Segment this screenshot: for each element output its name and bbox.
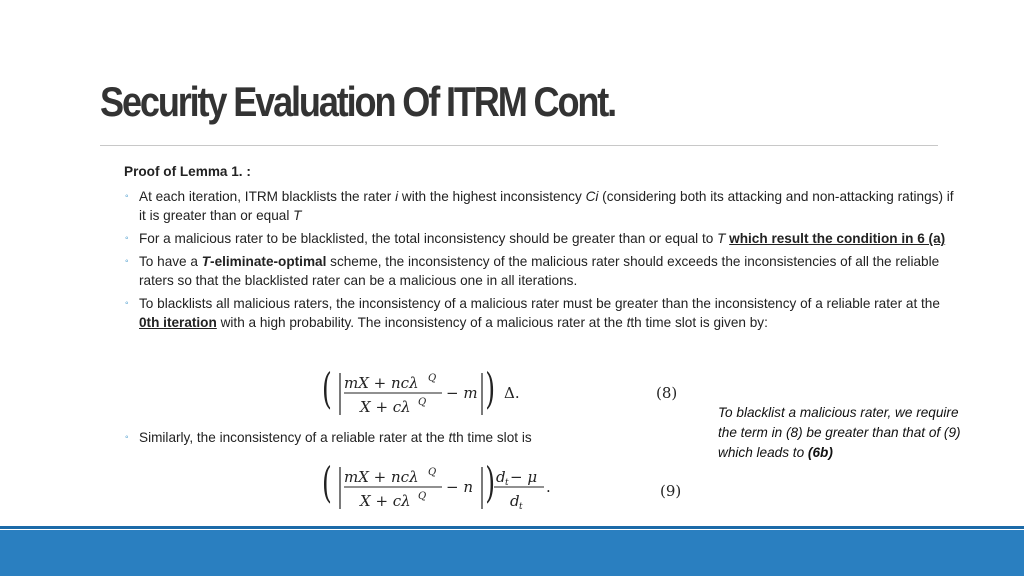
svg-text:Q: Q	[418, 397, 427, 408]
eq8-numerator: mX + ncλ	[344, 374, 419, 392]
bullet-item: ◦ Similarly, the inconsistency of a reliable rater at the tth time slot is	[125, 430, 532, 445]
eq8-number: (8)	[656, 384, 678, 402]
eq9-number: (9)	[660, 482, 682, 500]
eq9-denominator: X + cλ	[360, 492, 411, 510]
svg-text:t: t	[519, 502, 523, 512]
equation-8	[322, 366, 702, 427]
bullet-marker-icon: ◦	[125, 191, 129, 202]
svg-text:(: (	[322, 460, 332, 508]
svg-text:Δ.: Δ.	[504, 384, 520, 402]
slide-body	[124, 162, 956, 336]
svg-text:): )	[485, 366, 496, 414]
svg-text:− m: − m	[446, 384, 478, 402]
eq9-numerator: mX + ncλ	[344, 468, 419, 486]
svg-text:Q: Q	[428, 467, 437, 478]
bullet-marker-icon: ◦	[125, 256, 129, 267]
bullet-marker-icon: ◦	[125, 432, 129, 443]
bullet-marker-icon: ◦	[125, 233, 129, 244]
footer-accent-line	[0, 526, 1024, 529]
bullet-list	[124, 187, 956, 332]
bullet-item: ◦ For a malicious rater to be blacklisted, the total inconsistency should be greater than or equal to T which result the condition in 6 (a)	[125, 231, 946, 246]
svg-text:(: (	[322, 366, 332, 414]
proof-heading: Proof of Lemma 1. :	[124, 164, 251, 179]
slide-title: Security Evaluation Of ITRM Cont.	[100, 78, 616, 125]
svg-text:− n: − n	[446, 478, 473, 496]
side-note: To blacklist a malicious rater, we require the term in (8) be greater than that of (9) which leads to (6b)	[718, 405, 961, 460]
svg-text:Q: Q	[428, 373, 437, 384]
eq8-denominator: X + cλ	[360, 398, 411, 416]
svg-text:Q: Q	[418, 491, 427, 502]
bullet-item: ◦ To have a T-eliminate-optimal scheme, the inconsistency of the malicious rater should exceeds the inconsistencies of all the reliable raters so that the blacklisted rater can be a malicious one in all iterations.	[125, 254, 940, 288]
svg-text:− μ: − μ	[510, 468, 538, 486]
bullet-item: ◦ At each iteration, ITRM blacklists the rater i with the highest inconsistency Ci (considering both its attacking and non-attacking ratings) if it is greater than or equal T	[125, 189, 954, 223]
bullet-list-2	[124, 428, 704, 451]
svg-text:d: d	[510, 492, 520, 510]
title-divider	[100, 145, 938, 146]
equation-9	[322, 460, 702, 521]
bullet-marker-icon: ◦	[125, 298, 129, 309]
footer-bar	[0, 530, 1024, 576]
svg-text:): )	[485, 460, 496, 508]
svg-text:.: .	[546, 478, 551, 496]
bullet-item: ◦ To blacklists all malicious raters, the inconsistency of a malicious rater must be greater than the inconsistency of a reliable rater at the 0th iteration with a high probability. The inconsistency of a malicious rater at the tth time slot is given by:	[125, 296, 940, 330]
svg-text:t: t	[505, 478, 509, 488]
svg-text:d: d	[496, 468, 506, 486]
